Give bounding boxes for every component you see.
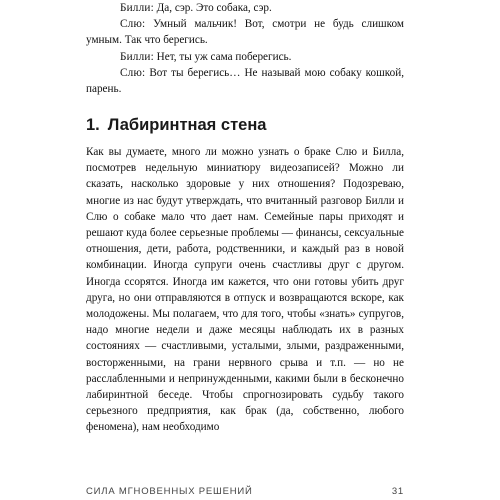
body-paragraph: Как вы думаете, много ли можно узнать о браке Слю и Билла, посмотрев недельную миниатюру видеозаписей? Можно ли сказать, насколько здоровые у них отношения? Подозреваю, многие из нас будут утверждать, что вчитанный разговор Билли и Слю о собаке мало что дает нам. Семейные пары приходят и решают куда более серьезные проблемы — финансы, сексуальные отношения, дети, работа, родственники, и каждый раз в новой комбинации. Иногда супруги очень счастливы друг с другом. Иногда ссорятся. Иногда им кажется, что они готовы убить друг друга, но они отправляются в отпуск и возвращаются вскоре, как молодожены. Мы полагаем, что для того, чтобы «знать» супругов, надо многие недели и даже месяцы наблюдать их в разных состояниях — счастливыми, усталыми, злыми, раздраженными, восторженными, на грани нервного срыва и т.п. — но не расслабленными и непринужденными, какими были в бесконечно лабиринтной беседе. Чтобы спрогнозировать судьбу такого серьезного предприятия, как брак (да, собственно, любого феномена), нам необходимо [86, 146, 404, 434]
dialog-speaker: Билли: [120, 2, 154, 14]
dialog-line [86, 16, 404, 48]
dialog-block [86, 0, 404, 97]
dialog-speaker: Билли: [120, 50, 154, 63]
dialog-line [86, 49, 404, 65]
section-heading [86, 116, 266, 135]
dialog-text: Нет, ты уж сама поберегись. [156, 50, 292, 63]
dialog-text: Да, сэр. Это собака, сэр. [156, 2, 272, 14]
dialog-text: Умный мальчик! Вот, смотри не будь слишком умным. Так что берегись. [86, 18, 404, 47]
section-number: 1. [86, 116, 100, 134]
dialog-line [86, 65, 404, 97]
running-title: СИЛА МГНОВЕННЫХ РЕШЕНИЙ [86, 486, 253, 497]
dialog-line [86, 0, 404, 16]
dialog-speaker: Слю: [120, 18, 146, 31]
body-text [86, 144, 404, 436]
dialog-speaker: Слю: [120, 66, 146, 79]
page-number: 31 [391, 486, 404, 497]
section-title: Лабиринтная стена [107, 116, 267, 134]
page-footer [86, 486, 404, 497]
dialog-text: Вот ты берегись… Не называй мою собаку кошкой, парень. [86, 66, 404, 96]
